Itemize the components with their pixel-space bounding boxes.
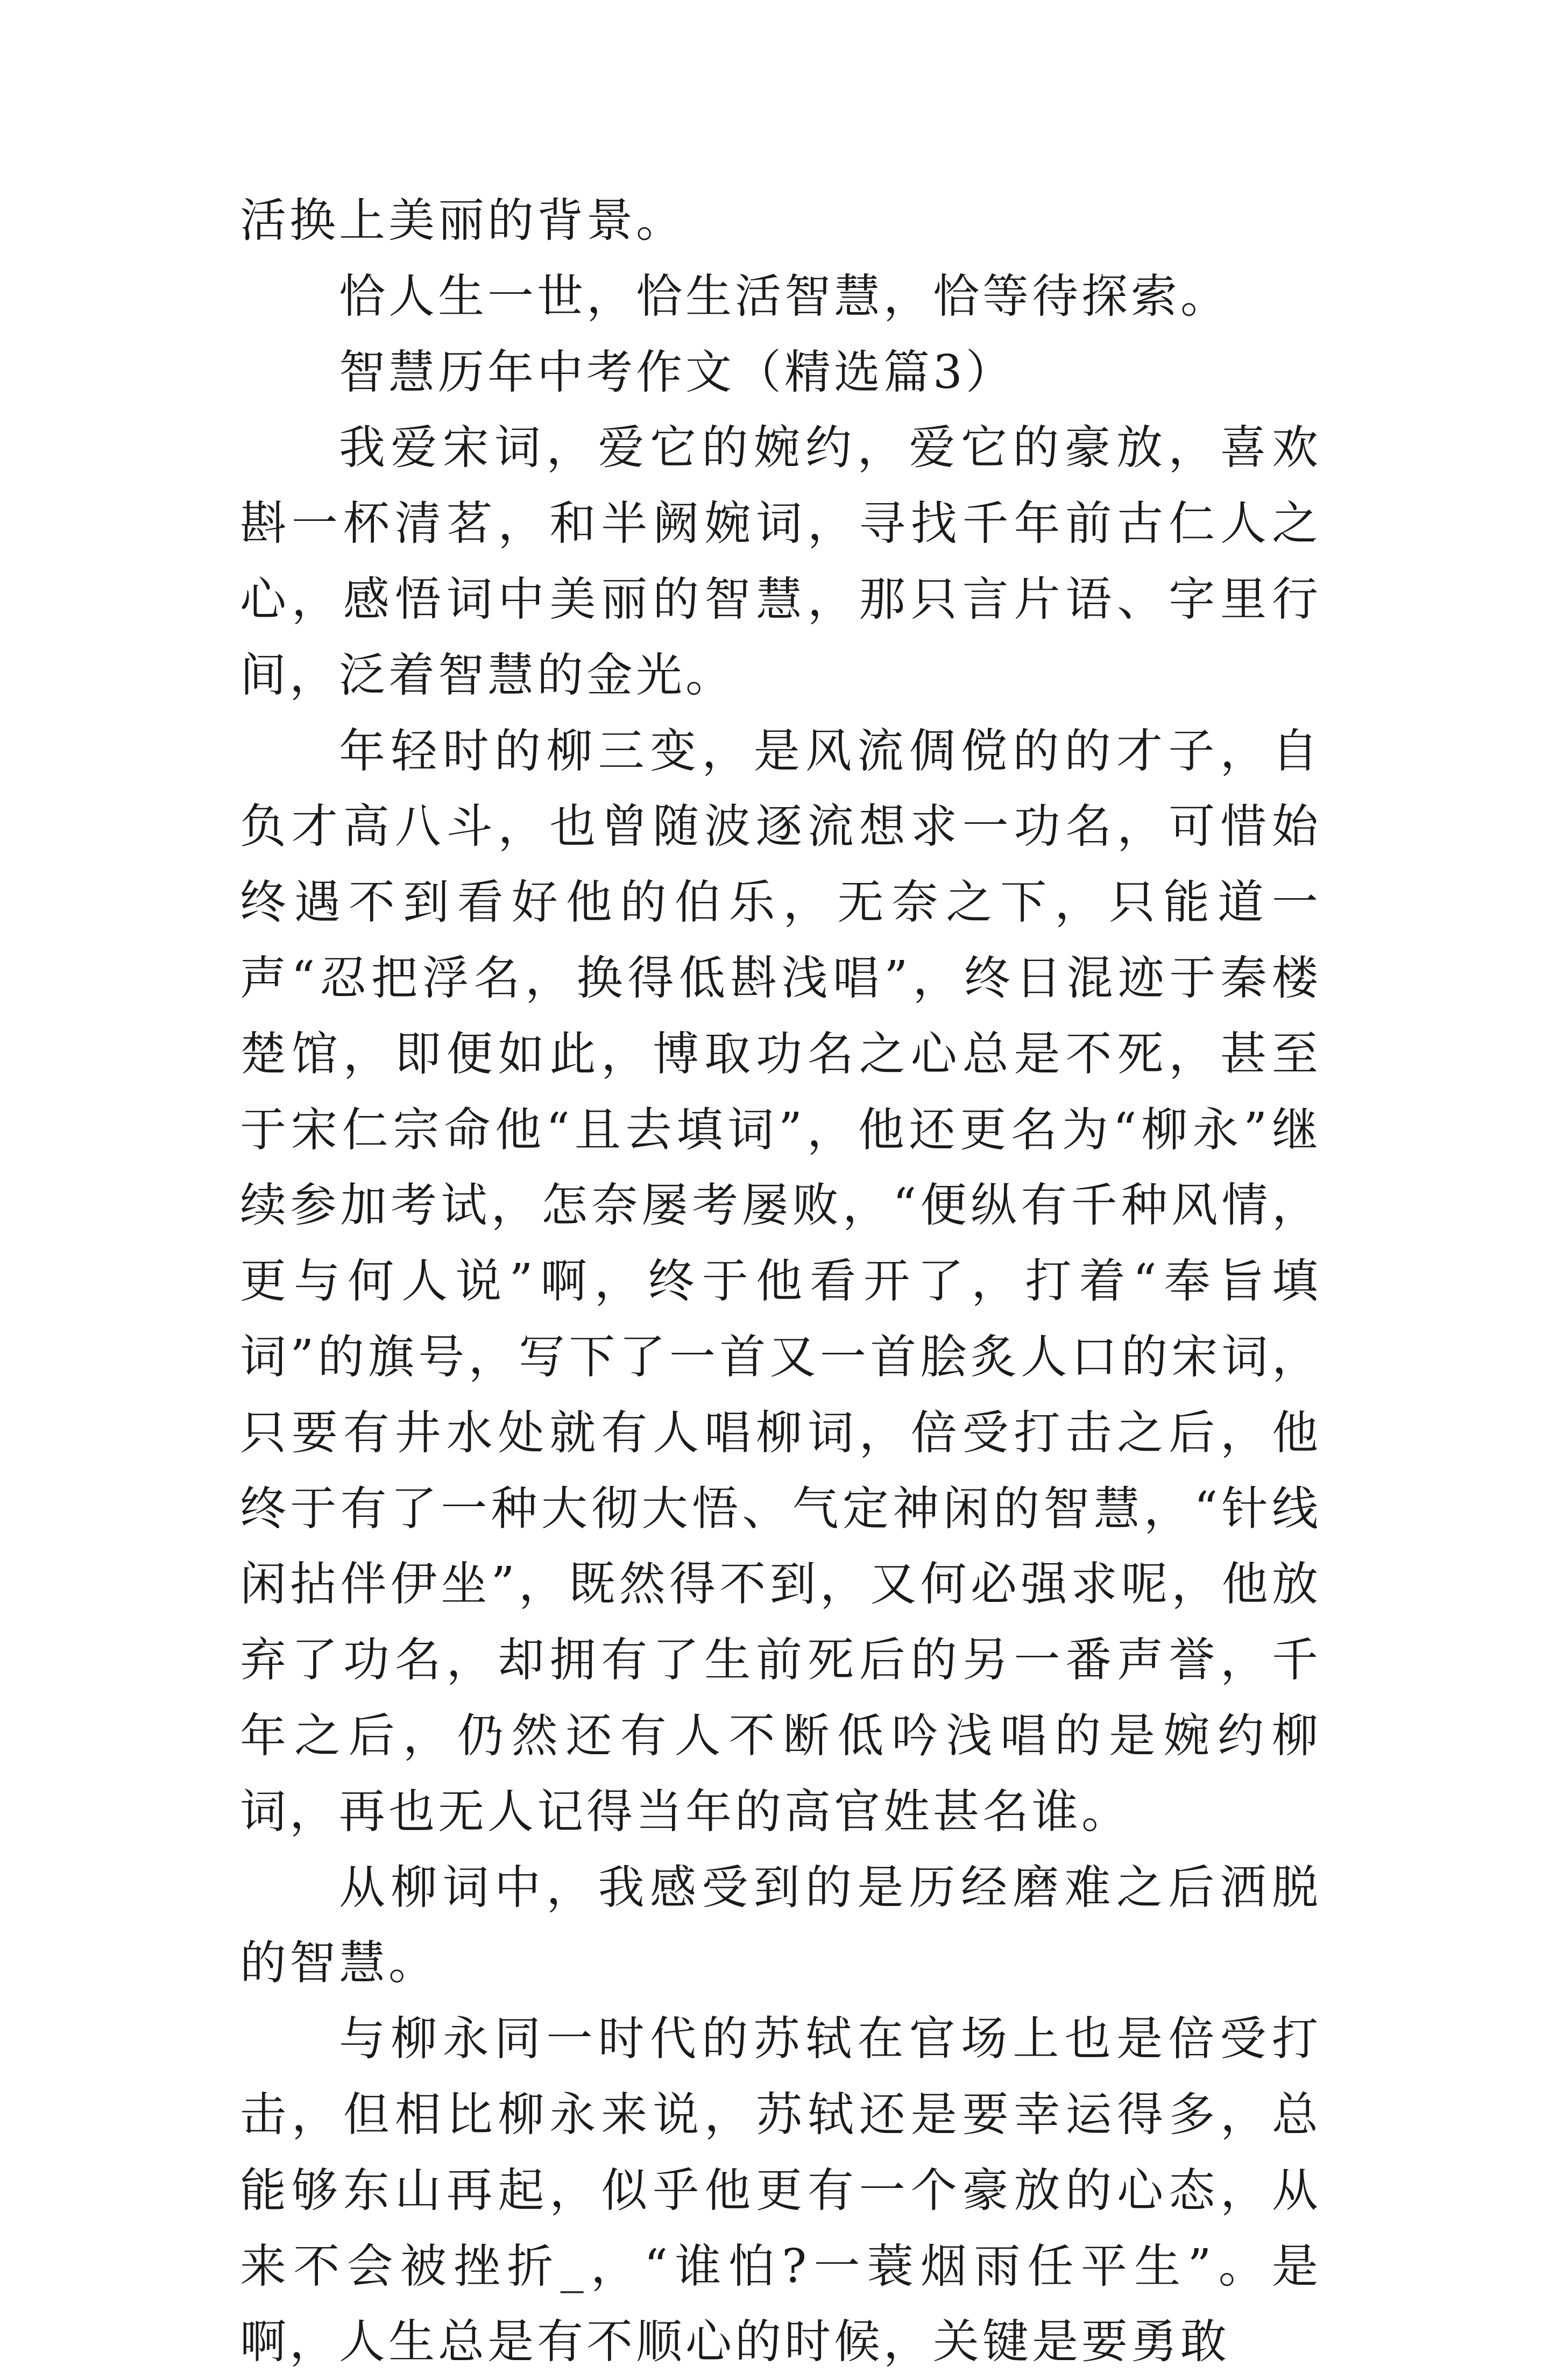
paragraph: 恰人生一世，恰生活智慧，恰等待探索。 xyxy=(339,269,1230,323)
paragraph-continuation: 活换上美丽的背景。 xyxy=(240,194,685,248)
paragraph: 年轻时的柳三变，是风流倜傥的的才子，自负才高八斗，也曾随波逐流想求一功名，可惜始终遇不到看好他的伯乐，无奈之下，只能道一声“忍把浮名，换得低斟浅唱”，终日混迹于秦楼楚馆，即便如此，博取功名之心总是不死，甚至于宋仁宗命他“且去填词”，他还更名为“柳永”继续参加考试，怎奈屡考屡败，“便纵有千种风情，更与何人说”啊，终于他看开了，打着“奉旨填词”的旗号，写下了一首又一首脍炙人口的宋词，只要有井水处就有人唱柳词，倍受打击之后，他终于有了一种大彻大悟、气定神闲的智慧，“针线闲拈伴伊坐”，既然得不到，又何必强求呢，他放弃了功名，却拥有了生前死后的另一番声誉，千年之后，仍然还有人不断低吟浅唱的是婉约柳词，再也无人记得当年的高官姓甚名谁。 xyxy=(240,724,1321,1839)
document-body xyxy=(240,183,1321,2380)
paragraph: 我爱宋词，爱它的婉约，爱它的豪放，喜欢斟一杯清茗，和半阙婉词，寻找千年前古仁人之心，感悟词中美丽的智慧，那只言片语、字里行间，泛着智慧的金光。 xyxy=(240,421,1321,702)
paragraph: 从柳词中，我感受到的是历经磨难之后洒脱的智慧。 xyxy=(240,1860,1321,1990)
paragraph: 与柳永同一时代的苏轼在官场上也是倍受打击，但相比柳永来说，苏轼还是要幸运得多，总能够东山再起，似乎他更有一个豪放的心态，从来不会被挫折_，“谁怕?一蓑烟雨任平生”。是啊，人生总是有不顺心的时候，关键是要勇敢 xyxy=(240,2012,1321,2369)
section-heading: 智慧历年中考作文（精选篇3） xyxy=(339,345,1015,399)
